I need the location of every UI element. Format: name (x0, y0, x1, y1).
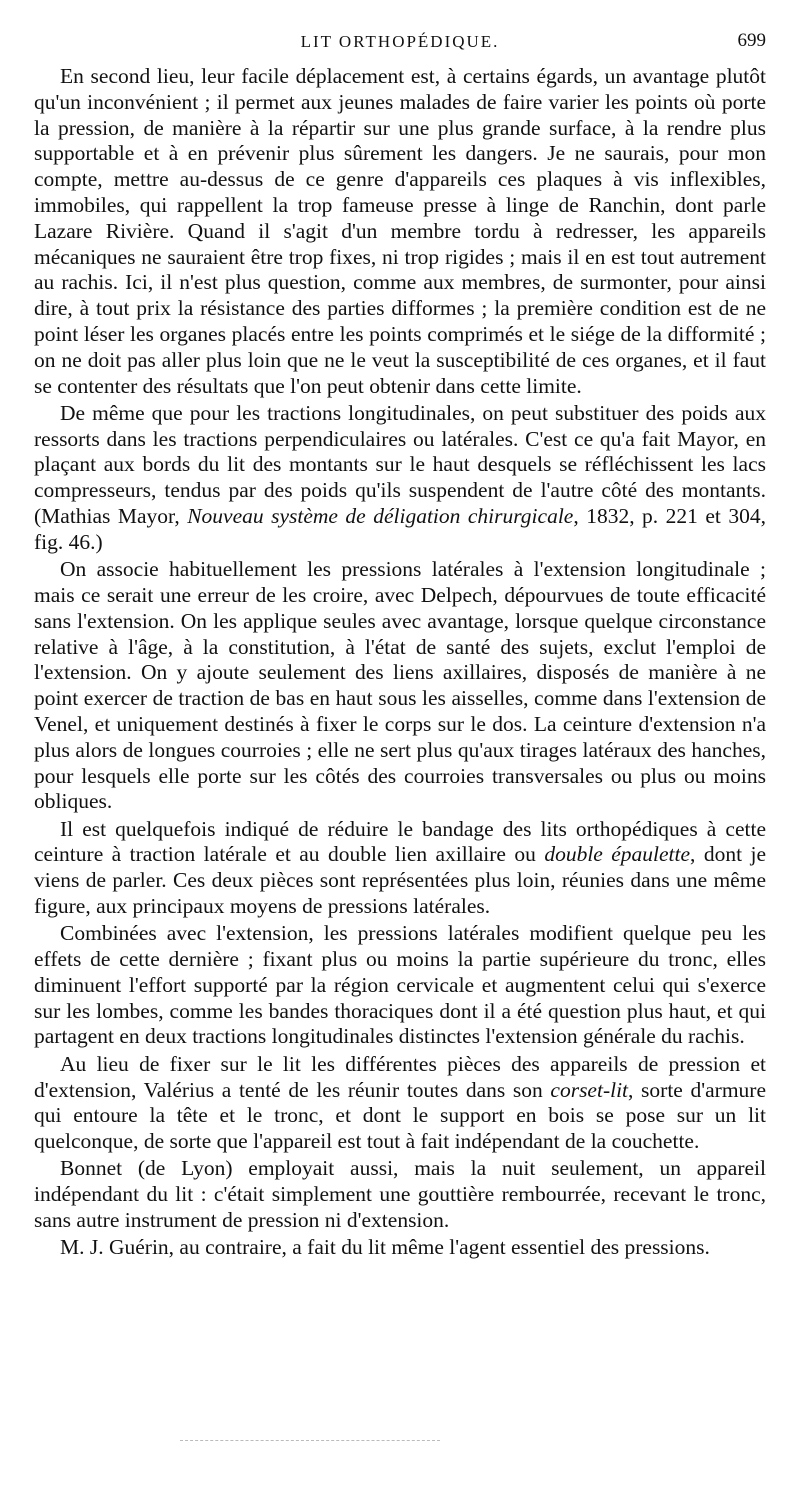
body-text (34, 64, 766, 1263)
paragraph-8: M. J. Guérin, au contraire, a fait du lit même l'agent essentiel des pressions. (60, 1235, 710, 1260)
running-head (34, 28, 766, 60)
running-title: LIT ORTHOPÉDIQUE. (300, 32, 500, 51)
paragraph-4 (34, 817, 766, 920)
paragraph-6-tail: , sorte d'armure qui entoure la tête et le tronc, et dont le support en bois se pose sur un lit quelconque, de sorte que l'appareil est tout à fait indépendant de la couchette. (34, 1077, 766, 1154)
paragraph-2 (34, 401, 766, 556)
paragraph-1: En second lieu, leur facile déplacement est, à certains égards, un avantage plutôt qu'un inconvénient ; il permet aux jeunes malades de faire varier les points où porte la pression, de manière à la répartir sur une plus grande surface, à la rendre plus supportable et à en prévenir plus sûrement les dangers. Je ne saurais, pour mon compte, mettre au-dessus de ce genre d'appareils ces plaques à vis inflexibles, immobiles, qui rappellent la trop fameuse presse à linge de Ranchin, dont parle Lazare Rivière. Quand il s'agit d'un membre tordu à redresser, les appareils mécaniques ne sauraient être trop fixes, ni trop rigides ; mais il en est tout autrement au rachis. Ici, il n'est plus question, comme aux membres, de surmonter, pour ainsi dire, à tout prix la résistance des parties difformes ; la première condition est de ne point léser les organes placés entre les points comprimés et le siége de la difformité ; on ne doit pas aller plus loin que ne le veut la susceptibilité de ces organes, et il faut se contenter des résultats que l'on peut obtenir dans cette limite. (34, 64, 766, 398)
paragraph-2-text: De même que pour les tractions longitudinales, on peut substituer des poids aux ressorts dans les tractions perpendiculaires ou latérales. C'est ce qu'a fait Mayor, en plaçant aux bords du lit des montants sur le haut desquels se réfléchissent les lacs compresseurs, tendus par des poids qu'ils suspendent de l'autre côté des montants. (Mathias Mayor, (34, 400, 766, 529)
paragraph-5: Combinées avec l'extension, les pressions latérales modifient quelque peu les effets de cette dernière ; fixant plus ou moins la partie supérieure du tronc, elles diminuent l'effort supporté par la région cervicale et augmentent celui qui s'exerce sur les lombes, comme les bandes thoraciques dont il a été question plus haut, et qui partagent en deux tractions longitudinales distinctes l'extension générale du rachis. (34, 921, 766, 1049)
paragraph-2-citation-tail: , 1832, p. 221 et 304, fig. 46.) (34, 504, 766, 554)
corset-lit-term: corset-lit (550, 1077, 629, 1102)
double-epaulette-term: double épaulette (544, 842, 691, 867)
paragraph-6-text: Au lieu de fixer sur le lit les différentes pièces des appareils de pression et d'extension, Valérius a tenté de les réunir toutes dans son (34, 1051, 766, 1102)
paragraph-6 (34, 1052, 766, 1155)
book-title-citation: Nouveau système de déligation chirurgicale (187, 504, 574, 529)
paragraph-4-tail: , dont je viens de parler. Ces deux pièces sont représentées plus loin, réunies dans une même figure, aux principaux moyens de pressions latérales. (34, 842, 766, 918)
paragraph-3: On associe habituellement les pressions latérales à l'extension longitudinale ; mais ce serait une erreur de les croire, avec Delpech, dépourvues de toute efficacité sans l'extension. On les applique seules avec avantage, lorsque quelque circonstance relative à l'âge, à la constitution, à l'état de santé des sujets, exclut l'emploi de l'extension. On y ajoute seulement des liens axillaires, disposés de manière à ne point exercer de traction de bas en haut sous les aisselles, comme dans l'extension de Venel, et uniquement destinés à fixer le corps sur le dos. La ceinture d'extension n'a plus alors de longues courroies ; elle ne sert plus qu'aux tirages latéraux des hanches, pour lesquels elle porte sur les côtés des courroies transversales ou plus ou moins obliques. (34, 557, 766, 814)
page-bottom-marks (180, 1440, 440, 1441)
page-number: 699 (737, 30, 766, 51)
paragraph-7: Bonnet (de Lyon) employait aussi, mais la nuit seulement, un appareil indépendant du lit : c'était simplement une gouttière rembourrée, recevant le tronc, sans autre instrument de pression ni d'extension. (34, 1156, 766, 1233)
paragraph-4-text: Il est quelquefois indiqué de réduire le bandage des lits orthopédiques à cette ceinture à traction latérale et au double lien axillaire ou (34, 816, 766, 867)
